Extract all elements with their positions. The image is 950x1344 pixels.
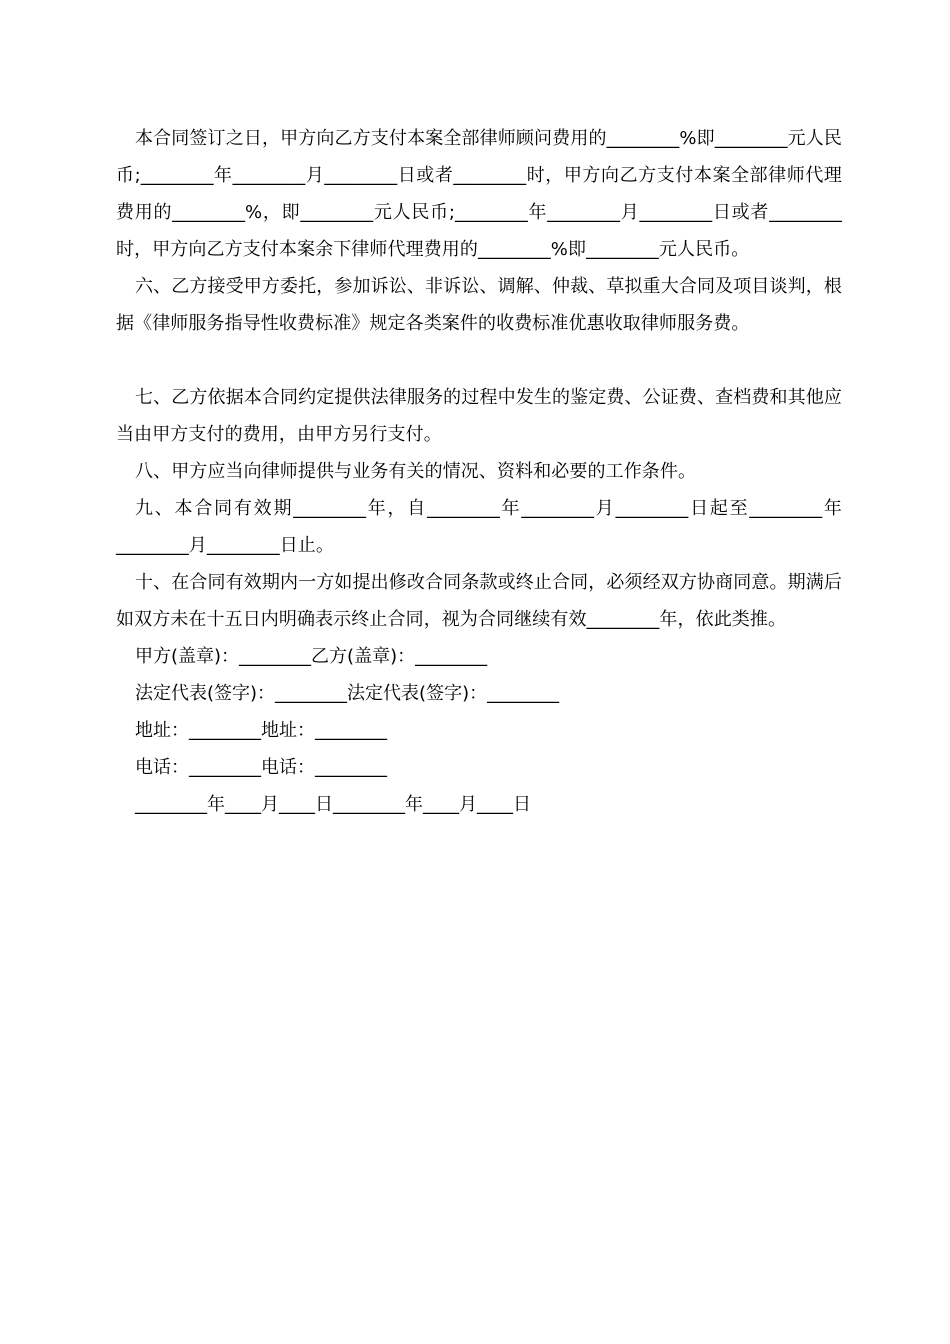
clause-nine: 九、本合同有效期________年，自________年________月________日起至________年________月________日止。 — [116, 498, 842, 556]
paragraph-gap — [116, 342, 842, 379]
address-line: 地址：________地址：________ — [135, 720, 387, 741]
phone-line: 电话：________电话：________ — [135, 757, 387, 778]
clause-six: 六、乙方接受甲方委托，参加诉讼、非诉讼、调解、仲裁、草拟重大合同及项目谈判，根据《律师服务指导性收费标准》规定各类案件的收费标准优惠收取律师服务费。 — [116, 276, 842, 334]
payment-clause: 本合同签订之日，甲方向乙方支付本案全部律师顾问费用的________%即________元人民币;________年________月________日或者________时，甲方向乙方支付本案全部律师代理费用的________%，即________元人民币;________年________月________日或者________时，甲方向乙方支付本案余下律师代理费用的________%即________元人民币。 — [116, 128, 842, 260]
clause-seven: 七、乙方依据本合同约定提供法律服务的过程中发生的鉴定费、公证费、查档费和其他应当由甲方支付的费用，由甲方另行支付。 — [116, 387, 842, 445]
seal-line: 甲方(盖章)：________乙方(盖章)：________ — [135, 646, 488, 667]
clause-ten: 十、在合同有效期内一方如提出修改合同条款或终止合同，必须经双方协商同意。期满后如双方未在十五日内明确表示终止合同，视为合同继续有效________年，依此类推。 — [116, 572, 842, 630]
date-line: ________年____月____日________年____月____日 — [135, 794, 531, 815]
clause-eight: 八、甲方应当向律师提供与业务有关的情况、资料和必要的工作条件。 — [135, 461, 697, 482]
representative-line: 法定代表(签字)：________法定代表(签字)：________ — [135, 683, 560, 704]
contract-body — [116, 120, 842, 823]
signature-block — [116, 638, 842, 823]
